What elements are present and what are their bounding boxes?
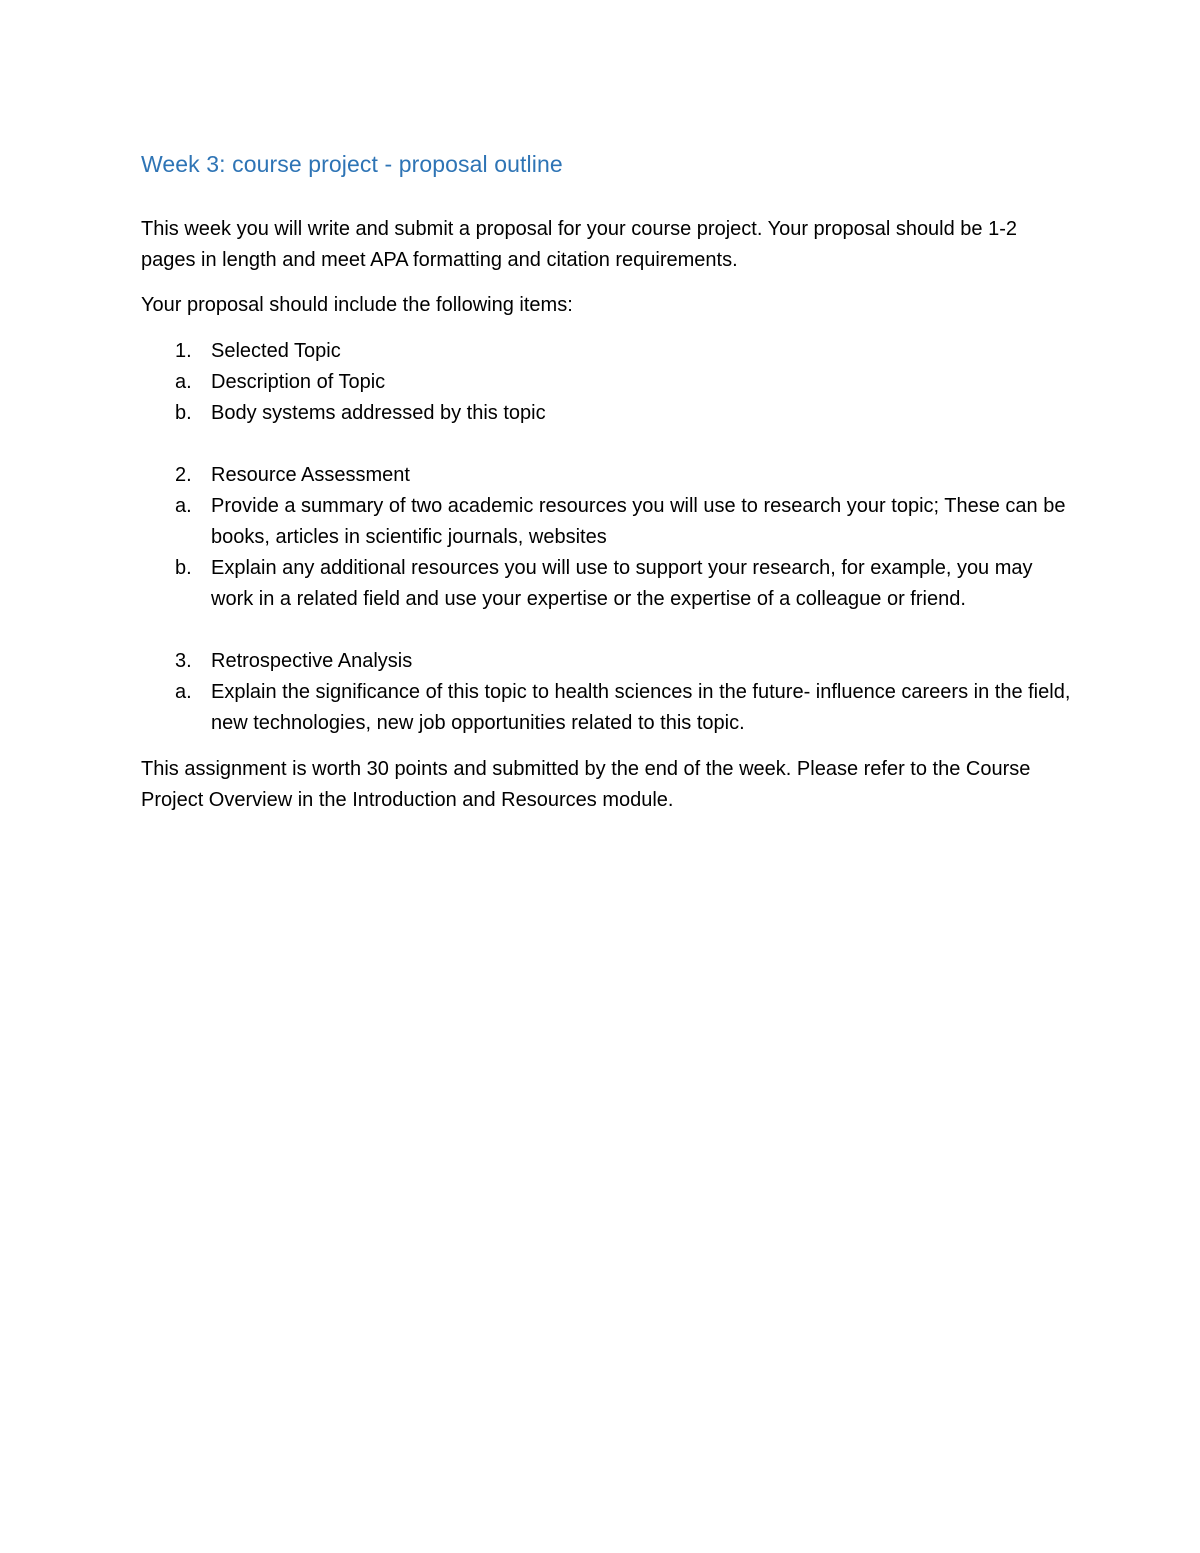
lead-in-paragraph: Your proposal should include the following items: bbox=[141, 294, 573, 316]
section-title: Resource Assessment bbox=[211, 464, 410, 486]
section-list-2 bbox=[141, 460, 1071, 615]
list-item bbox=[141, 460, 1071, 491]
list-marker: b. bbox=[175, 402, 192, 424]
list-marker: a. bbox=[175, 681, 192, 703]
list-item-text: Explain the significance of this topic to health sciences in the future- influence careers in the field, new technologies, new job opportunities related to this topic. bbox=[211, 681, 1071, 734]
list-item bbox=[141, 677, 1071, 739]
closing-paragraph: This assignment is worth 30 points and submitted by the end of the week. Please refer to the Course Project Overview in the Introduction and Resources module. bbox=[141, 758, 1031, 811]
section-list-1 bbox=[141, 336, 1071, 429]
list-item-text: Description of Topic bbox=[211, 371, 386, 393]
list-item bbox=[141, 336, 1071, 367]
list-item bbox=[141, 491, 1071, 553]
intro-paragraph: This week you will write and submit a proposal for your course project. Your proposal should be 1-2 pages in length and meet APA formatting and citation requirements. bbox=[141, 218, 1018, 271]
document-body bbox=[141, 146, 1071, 816]
list-marker: 1. bbox=[175, 340, 192, 362]
list-item-text: Body systems addressed by this topic bbox=[211, 402, 546, 424]
list-item-text: Provide a summary of two academic resources you will use to research your topic; These can be books, articles in scientific journals, websites bbox=[211, 495, 1066, 548]
list-item bbox=[141, 367, 1071, 398]
list-marker: a. bbox=[175, 495, 192, 517]
section-list-3 bbox=[141, 646, 1071, 739]
section-title: Selected Topic bbox=[211, 340, 341, 362]
list-item bbox=[141, 398, 1071, 429]
list-marker: b. bbox=[175, 557, 192, 579]
list-item bbox=[141, 646, 1071, 677]
list-marker: 2. bbox=[175, 464, 192, 486]
section-title: Retrospective Analysis bbox=[211, 650, 413, 672]
list-marker: 3. bbox=[175, 650, 192, 672]
list-item-text: Explain any additional resources you will use to support your research, for example, you may work in a related field and use your expertise or the expertise of a colleague or friend. bbox=[211, 557, 1033, 610]
list-item bbox=[141, 553, 1071, 615]
document-heading: Week 3: course project - proposal outline bbox=[141, 151, 563, 177]
list-marker: a. bbox=[175, 371, 192, 393]
